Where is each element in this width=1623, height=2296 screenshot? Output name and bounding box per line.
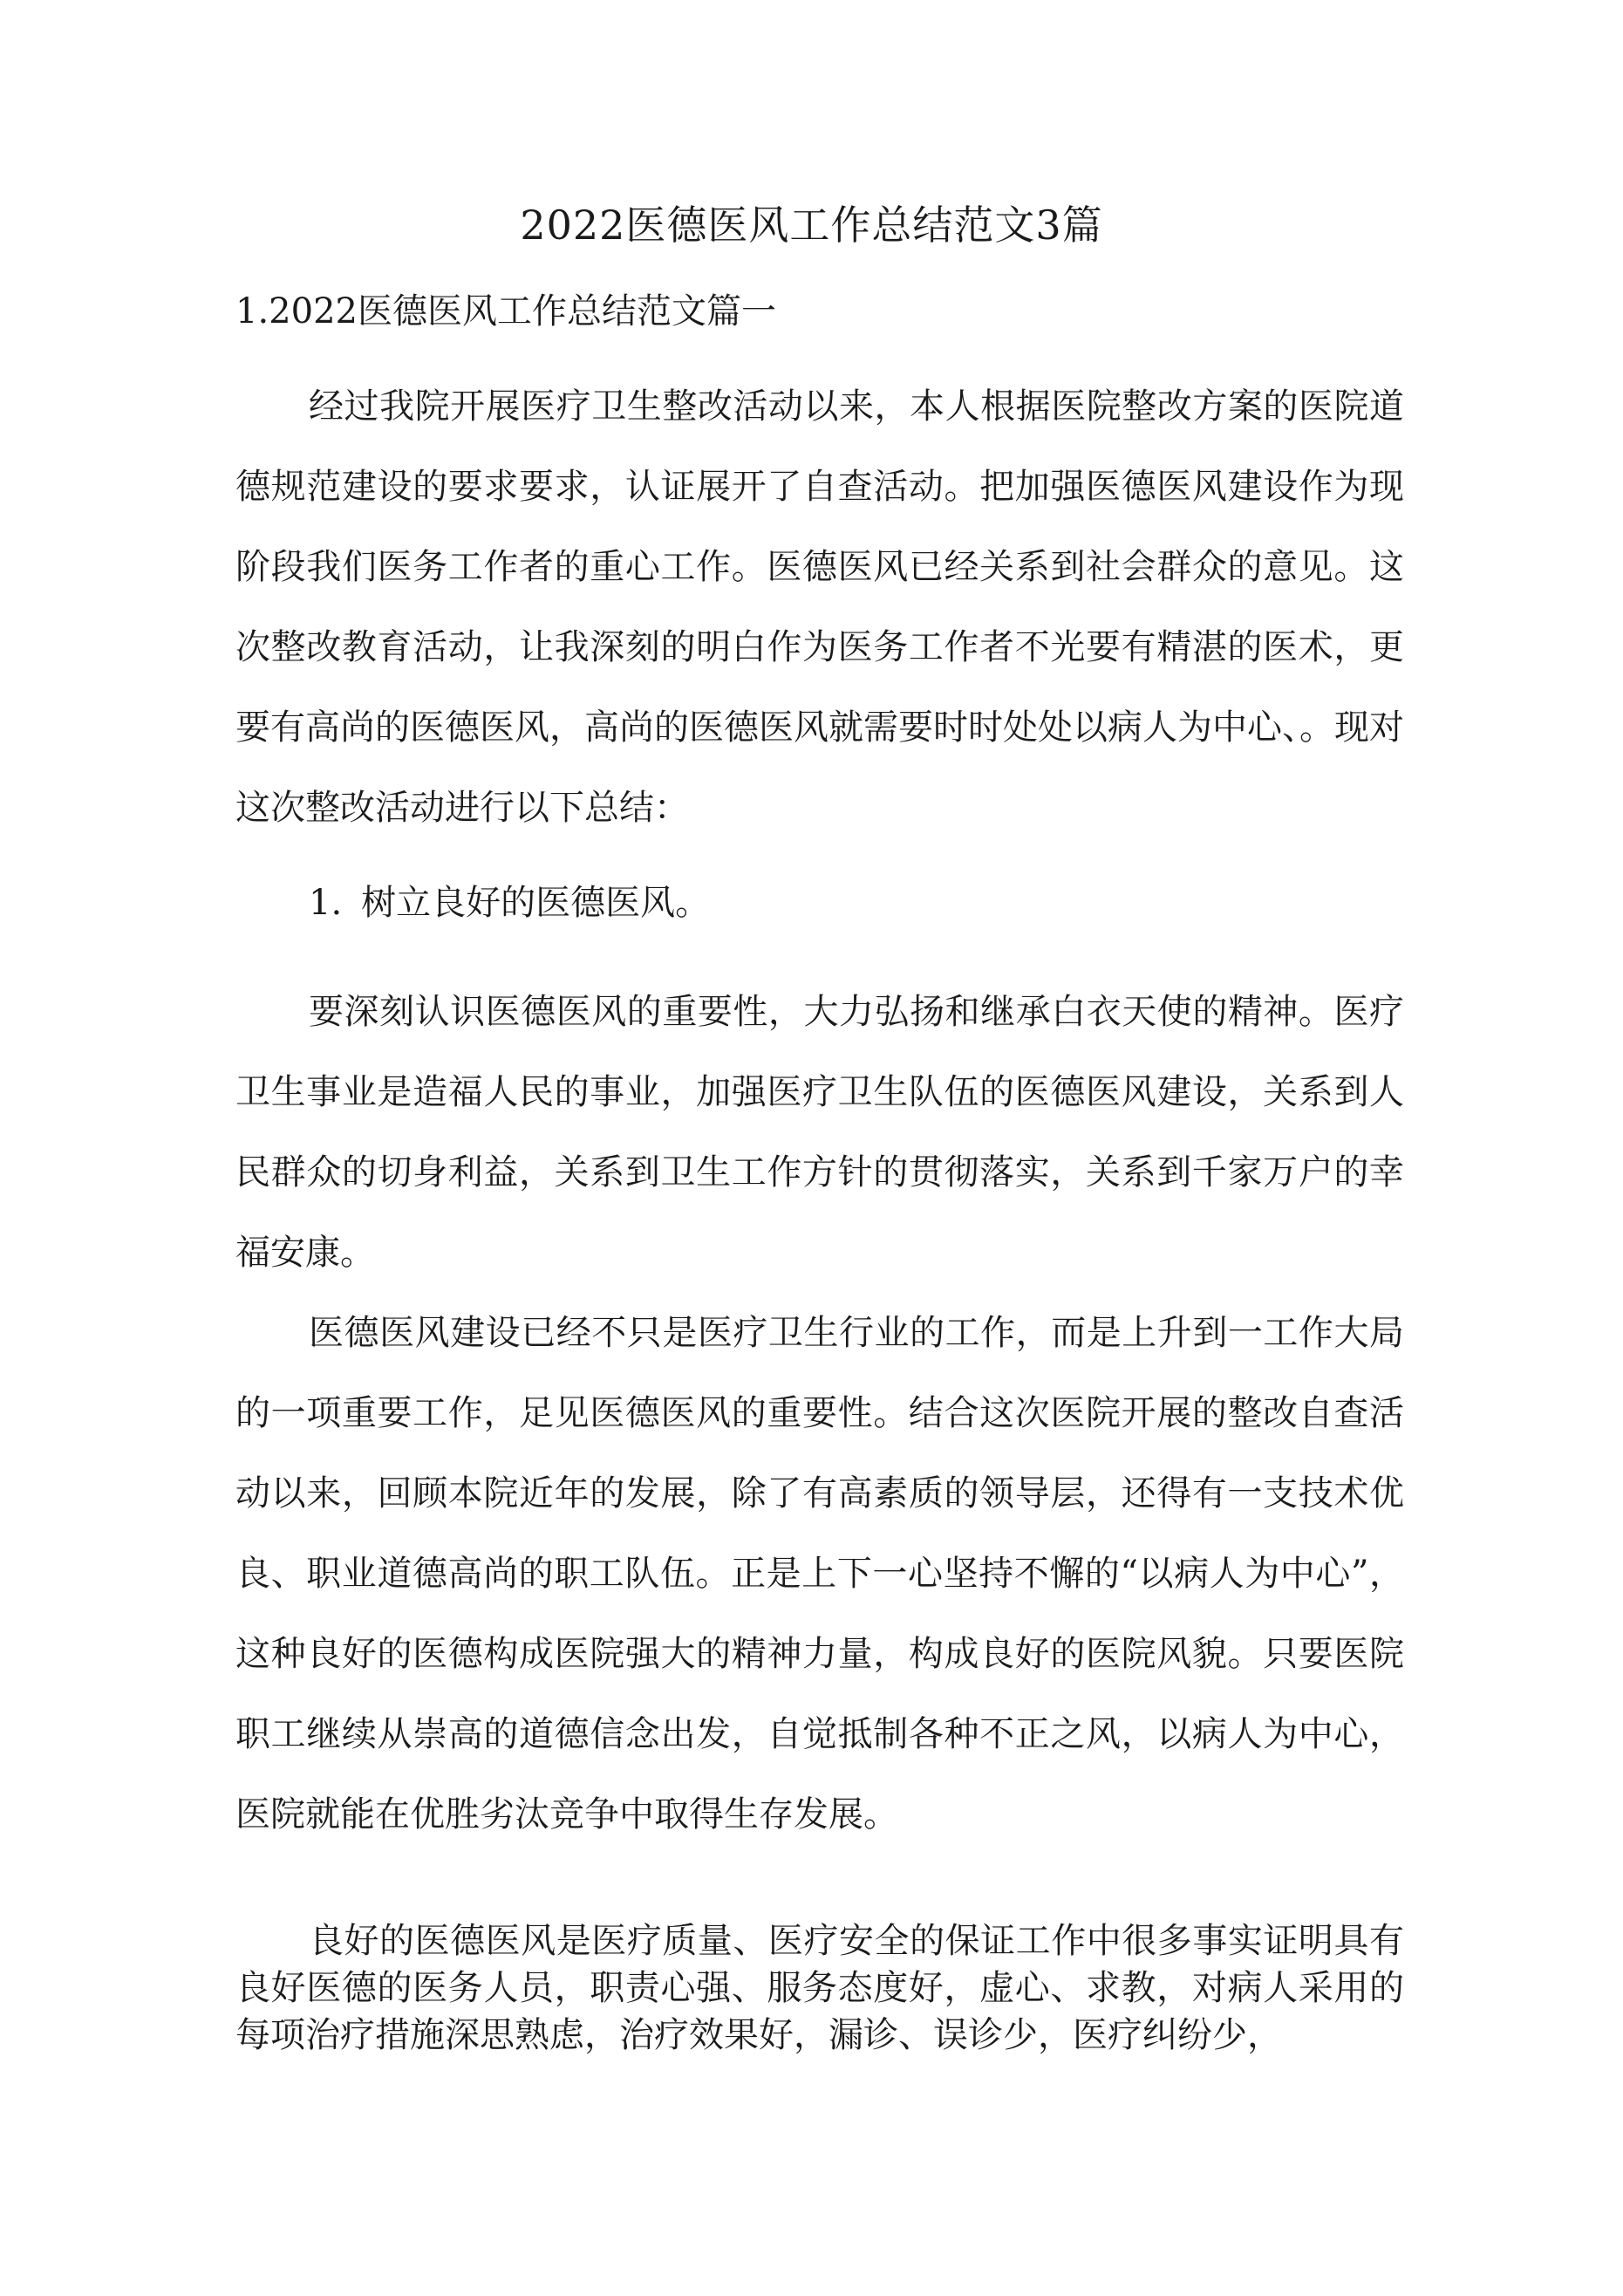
paragraph-2: 要深刻认识医德医风的重要性，大力弘扬和继承白衣天使的精神。医疗卫生事业是造福人民的事业，加强医疗卫生队伍的医德医风建设，关系到人民群众的切身利益，关系到卫生工作方针的贯彻落实，关系到千家万户的幸福安康。 <box>235 992 1404 1273</box>
list-item-number: 1. <box>309 883 343 923</box>
list-item-text: 树立良好的医德医风。 <box>361 883 711 923</box>
list-item-1 <box>309 879 710 926</box>
paragraph-4: 良好的医德医风是医疗质量、医疗安全的保证工作中很多事实证明具有良好医德的医务人员，职责心强、服务态度好，虚心、求教，对病人采用的每项治疗措施深思熟虑，治疗效果好，漏诊、误诊少，医疗纠纷少， <box>235 1921 1404 2055</box>
section-heading: 1.2022医德医风工作总结范文篇一 <box>235 291 776 331</box>
document-title: 2022医德医风工作总结范文3篇 <box>520 202 1103 249</box>
paragraph-3: 医德医风建设已经不只是医疗卫生行业的工作，而是上升到一工作大局的一项重要工作，足见医德医风的重要性。结合这次医院开展的整改自查活动以来，回顾本院近年的发展，除了有高素质的领导层，还得有一支技术优良、职业道德高尚的职工队伍。正是上下一心坚持不懈的“以病人为中心”，这种良好的医德构成医院强大的精神力量，构成良好的医院风貌。只要医院职工继续从崇高的道德信念出发，自觉抵制各种不正之风，以病人为中心，医院就能在优胜劣汰竞争中取得生存发展。 <box>235 1313 1404 1835</box>
paragraph-1: 经过我院开展医疗卫生整改活动以来，本人根据医院整改方案的医院道德规范建设的要求要求，认证展开了自查活动。把加强医德医风建设作为现阶段我们医务工作者的重心工作。医德医风已经关系到社会群众的意见。这次整改教育活动，让我深刻的明白作为医务工作者不光要有精湛的医术，更要有高尚的医德医风，高尚的医德医风就需要时时处处以病人为中心、。现对这次整改活动进行以下总结： <box>235 386 1404 828</box>
